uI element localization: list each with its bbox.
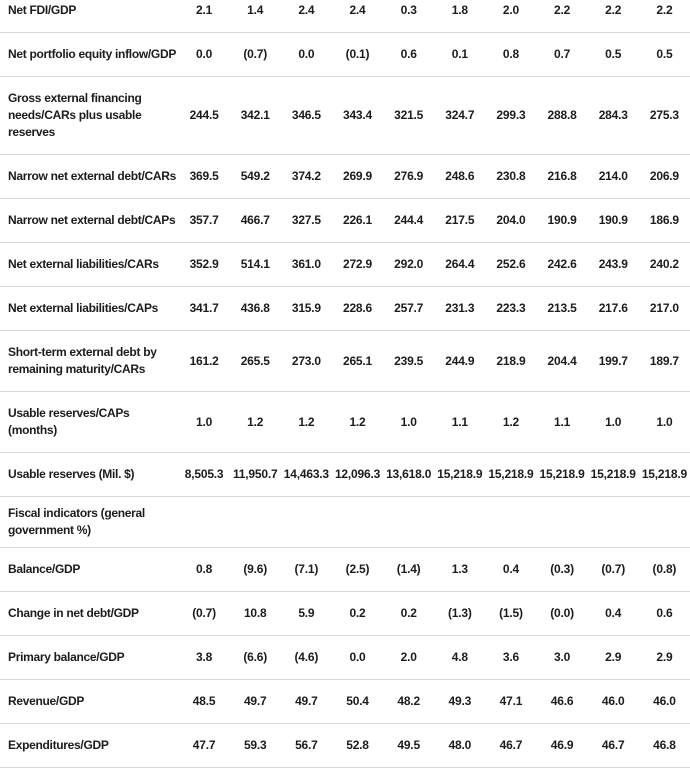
cell-value: 15,218.9: [639, 453, 690, 497]
row-label: Net external liabilities/CARs: [0, 243, 179, 287]
cell-value: 2.2: [588, 0, 639, 33]
cell-value: 14,463.3: [281, 453, 332, 497]
cell-value: 46.7: [485, 724, 536, 768]
cell-value: 190.9: [588, 199, 639, 243]
cell-value: 239.5: [383, 331, 434, 392]
cell-value: 276.9: [383, 155, 434, 199]
cell-value: 46.9: [537, 724, 588, 768]
cell-value: 357.7: [179, 199, 230, 243]
cell-value: 1.8: [434, 0, 485, 33]
cell-value: 11,950.7: [230, 453, 281, 497]
cell-value: 0.2: [383, 592, 434, 636]
cell-value: 0.0: [332, 636, 383, 680]
table-row: [0, 392, 690, 453]
row-label: Short-term external debt by remaining maturity/CARs: [0, 331, 179, 392]
cell-value: (1.4): [383, 548, 434, 592]
cell-value: 324.7: [434, 77, 485, 155]
cell-value: (2.5): [332, 548, 383, 592]
cell-value: 242.6: [537, 243, 588, 287]
row-label: Usable reserves/CAPs (months): [0, 392, 179, 453]
cell-value: 252.6: [485, 243, 536, 287]
cell-value: 226.1: [332, 199, 383, 243]
cell-value: 1.1: [434, 392, 485, 453]
table-row: [0, 199, 690, 243]
cell-value: 1.0: [383, 392, 434, 453]
table-row: [0, 243, 690, 287]
cell-value: 248.6: [434, 155, 485, 199]
cell-value: [639, 497, 690, 548]
row-label: Net portfolio equity inflow/GDP: [0, 33, 179, 77]
cell-value: 199.7: [588, 331, 639, 392]
cell-value: 217.0: [639, 287, 690, 331]
cell-value: 2.0: [383, 636, 434, 680]
table-row: [0, 33, 690, 77]
cell-value: [332, 497, 383, 548]
row-label: Expenditures/GDP: [0, 724, 179, 768]
cell-value: 161.2: [179, 331, 230, 392]
cell-value: (0.3): [537, 548, 588, 592]
cell-value: 52.8: [332, 724, 383, 768]
cell-value: 299.3: [485, 77, 536, 155]
cell-value: 374.2: [281, 155, 332, 199]
cell-value: 3.6: [485, 636, 536, 680]
cell-value: 2.9: [639, 636, 690, 680]
cell-value: 213.5: [537, 287, 588, 331]
cell-value: (0.7): [588, 548, 639, 592]
cell-value: 244.5: [179, 77, 230, 155]
cell-value: 15,218.9: [434, 453, 485, 497]
cell-value: 0.6: [639, 592, 690, 636]
cell-value: 1.2: [485, 392, 536, 453]
cell-value: 216.8: [537, 155, 588, 199]
cell-value: 240.2: [639, 243, 690, 287]
cell-value: 217.5: [434, 199, 485, 243]
cell-value: 361.0: [281, 243, 332, 287]
cell-value: [230, 497, 281, 548]
table-row: [0, 636, 690, 680]
cell-value: 204.0: [485, 199, 536, 243]
cell-value: 1.1: [537, 392, 588, 453]
cell-value: (0.8): [639, 548, 690, 592]
cell-value: 3.8: [179, 636, 230, 680]
cell-value: 48.5: [179, 680, 230, 724]
cell-value: 273.0: [281, 331, 332, 392]
cell-value: 50.4: [332, 680, 383, 724]
table-row: [0, 680, 690, 724]
table-row: [0, 724, 690, 768]
cell-value: [588, 497, 639, 548]
cell-value: 341.7: [179, 287, 230, 331]
cell-value: 0.3: [383, 0, 434, 33]
cell-value: 1.3: [434, 548, 485, 592]
cell-value: [485, 497, 536, 548]
cell-value: 8,505.3: [179, 453, 230, 497]
row-label: Change in net debt/GDP: [0, 592, 179, 636]
cell-value: [434, 497, 485, 548]
row-label: Net external liabilities/CAPs: [0, 287, 179, 331]
cell-value: (9.6): [230, 548, 281, 592]
cell-value: 15,218.9: [485, 453, 536, 497]
cell-value: 327.5: [281, 199, 332, 243]
cell-value: 0.0: [179, 33, 230, 77]
table-row: [0, 287, 690, 331]
cell-value: 549.2: [230, 155, 281, 199]
row-label: Gross external financing needs/CARs plus usable reserves: [0, 77, 179, 155]
table-row: [0, 548, 690, 592]
cell-value: 186.9: [639, 199, 690, 243]
cell-value: 46.6: [537, 680, 588, 724]
cell-value: 49.3: [434, 680, 485, 724]
cell-value: 217.6: [588, 287, 639, 331]
table-row: [0, 0, 690, 33]
cell-value: 49.7: [281, 680, 332, 724]
table-row: [0, 592, 690, 636]
table-row: [0, 331, 690, 392]
cell-value: 4.8: [434, 636, 485, 680]
cell-value: 243.9: [588, 243, 639, 287]
cell-value: 1.0: [179, 392, 230, 453]
cell-value: 15,218.9: [537, 453, 588, 497]
cell-value: 218.9: [485, 331, 536, 392]
cell-value: 46.7: [588, 724, 639, 768]
cell-value: 10.8: [230, 592, 281, 636]
cell-value: 343.4: [332, 77, 383, 155]
row-label: Narrow net external debt/CARs: [0, 155, 179, 199]
cell-value: 0.5: [588, 33, 639, 77]
cell-value: 49.5: [383, 724, 434, 768]
cell-value: 0.2: [332, 592, 383, 636]
cell-value: 342.1: [230, 77, 281, 155]
cell-value: 1.2: [332, 392, 383, 453]
cell-value: 321.5: [383, 77, 434, 155]
cell-value: 49.7: [230, 680, 281, 724]
cell-value: 284.3: [588, 77, 639, 155]
cell-value: (7.1): [281, 548, 332, 592]
cell-value: 15,218.9: [588, 453, 639, 497]
cell-value: (4.6): [281, 636, 332, 680]
cell-value: 189.7: [639, 331, 690, 392]
cell-value: 47.7: [179, 724, 230, 768]
cell-value: 244.9: [434, 331, 485, 392]
cell-value: 275.3: [639, 77, 690, 155]
cell-value: 56.7: [281, 724, 332, 768]
cell-value: (0.0): [537, 592, 588, 636]
cell-value: 12,096.3: [332, 453, 383, 497]
cell-value: 2.4: [332, 0, 383, 33]
cell-value: 0.0: [281, 33, 332, 77]
cell-value: 2.0: [485, 0, 536, 33]
cell-value: 244.4: [383, 199, 434, 243]
cell-value: 466.7: [230, 199, 281, 243]
cell-value: 214.0: [588, 155, 639, 199]
cell-value: (0.7): [230, 33, 281, 77]
cell-value: 46.0: [588, 680, 639, 724]
cell-value: 46.8: [639, 724, 690, 768]
cell-value: (1.3): [434, 592, 485, 636]
cell-value: [537, 497, 588, 548]
cell-value: [383, 497, 434, 548]
cell-value: 369.5: [179, 155, 230, 199]
cell-value: 46.0: [639, 680, 690, 724]
cell-value: 315.9: [281, 287, 332, 331]
cell-value: 3.0: [537, 636, 588, 680]
cell-value: 48.0: [434, 724, 485, 768]
cell-value: 269.9: [332, 155, 383, 199]
cell-value: 2.4: [281, 0, 332, 33]
section-title: Fiscal indicators (general government %): [0, 497, 179, 548]
cell-value: 0.7: [537, 33, 588, 77]
cell-value: 1.4: [230, 0, 281, 33]
cell-value: 228.6: [332, 287, 383, 331]
cell-value: 264.4: [434, 243, 485, 287]
cell-value: 48.2: [383, 680, 434, 724]
cell-value: 0.8: [179, 548, 230, 592]
cell-value: (0.1): [332, 33, 383, 77]
cell-value: 223.3: [485, 287, 536, 331]
cell-value: 0.4: [588, 592, 639, 636]
cell-value: 0.6: [383, 33, 434, 77]
cell-value: 288.8: [537, 77, 588, 155]
cell-value: 190.9: [537, 199, 588, 243]
cell-value: 47.1: [485, 680, 536, 724]
cell-value: 13,618.0: [383, 453, 434, 497]
cell-value: 0.5: [639, 33, 690, 77]
cell-value: 436.8: [230, 287, 281, 331]
table-row: [0, 155, 690, 199]
cell-value: 257.7: [383, 287, 434, 331]
cell-value: 514.1: [230, 243, 281, 287]
cell-value: 346.5: [281, 77, 332, 155]
cell-value: 2.1: [179, 0, 230, 33]
cell-value: 2.2: [537, 0, 588, 33]
cell-value: 0.1: [434, 33, 485, 77]
cell-value: 292.0: [383, 243, 434, 287]
cell-value: 352.9: [179, 243, 230, 287]
cell-value: 1.0: [639, 392, 690, 453]
cell-value: (1.5): [485, 592, 536, 636]
cell-value: 1.2: [230, 392, 281, 453]
cell-value: 204.4: [537, 331, 588, 392]
row-label: Net FDI/GDP: [0, 0, 179, 33]
cell-value: 2.2: [639, 0, 690, 33]
cell-value: 206.9: [639, 155, 690, 199]
cell-value: 1.2: [281, 392, 332, 453]
cell-value: 272.9: [332, 243, 383, 287]
cell-value: 265.5: [230, 331, 281, 392]
cell-value: 0.8: [485, 33, 536, 77]
cell-value: (0.7): [179, 592, 230, 636]
row-label: Usable reserves (Mil. $): [0, 453, 179, 497]
cell-value: [179, 497, 230, 548]
cell-value: 265.1: [332, 331, 383, 392]
row-label: Narrow net external debt/CAPs: [0, 199, 179, 243]
cell-value: 230.8: [485, 155, 536, 199]
cell-value: [281, 497, 332, 548]
cell-value: 5.9: [281, 592, 332, 636]
table-row: [0, 453, 690, 497]
cell-value: 2.9: [588, 636, 639, 680]
cell-value: 0.4: [485, 548, 536, 592]
row-label: Balance/GDP: [0, 548, 179, 592]
cell-value: (6.6): [230, 636, 281, 680]
cell-value: 59.3: [230, 724, 281, 768]
row-label: Revenue/GDP: [0, 680, 179, 724]
cell-value: 1.0: [588, 392, 639, 453]
section-header-row: [0, 497, 690, 548]
row-label: Primary balance/GDP: [0, 636, 179, 680]
cell-value: 231.3: [434, 287, 485, 331]
table-row: [0, 77, 690, 155]
